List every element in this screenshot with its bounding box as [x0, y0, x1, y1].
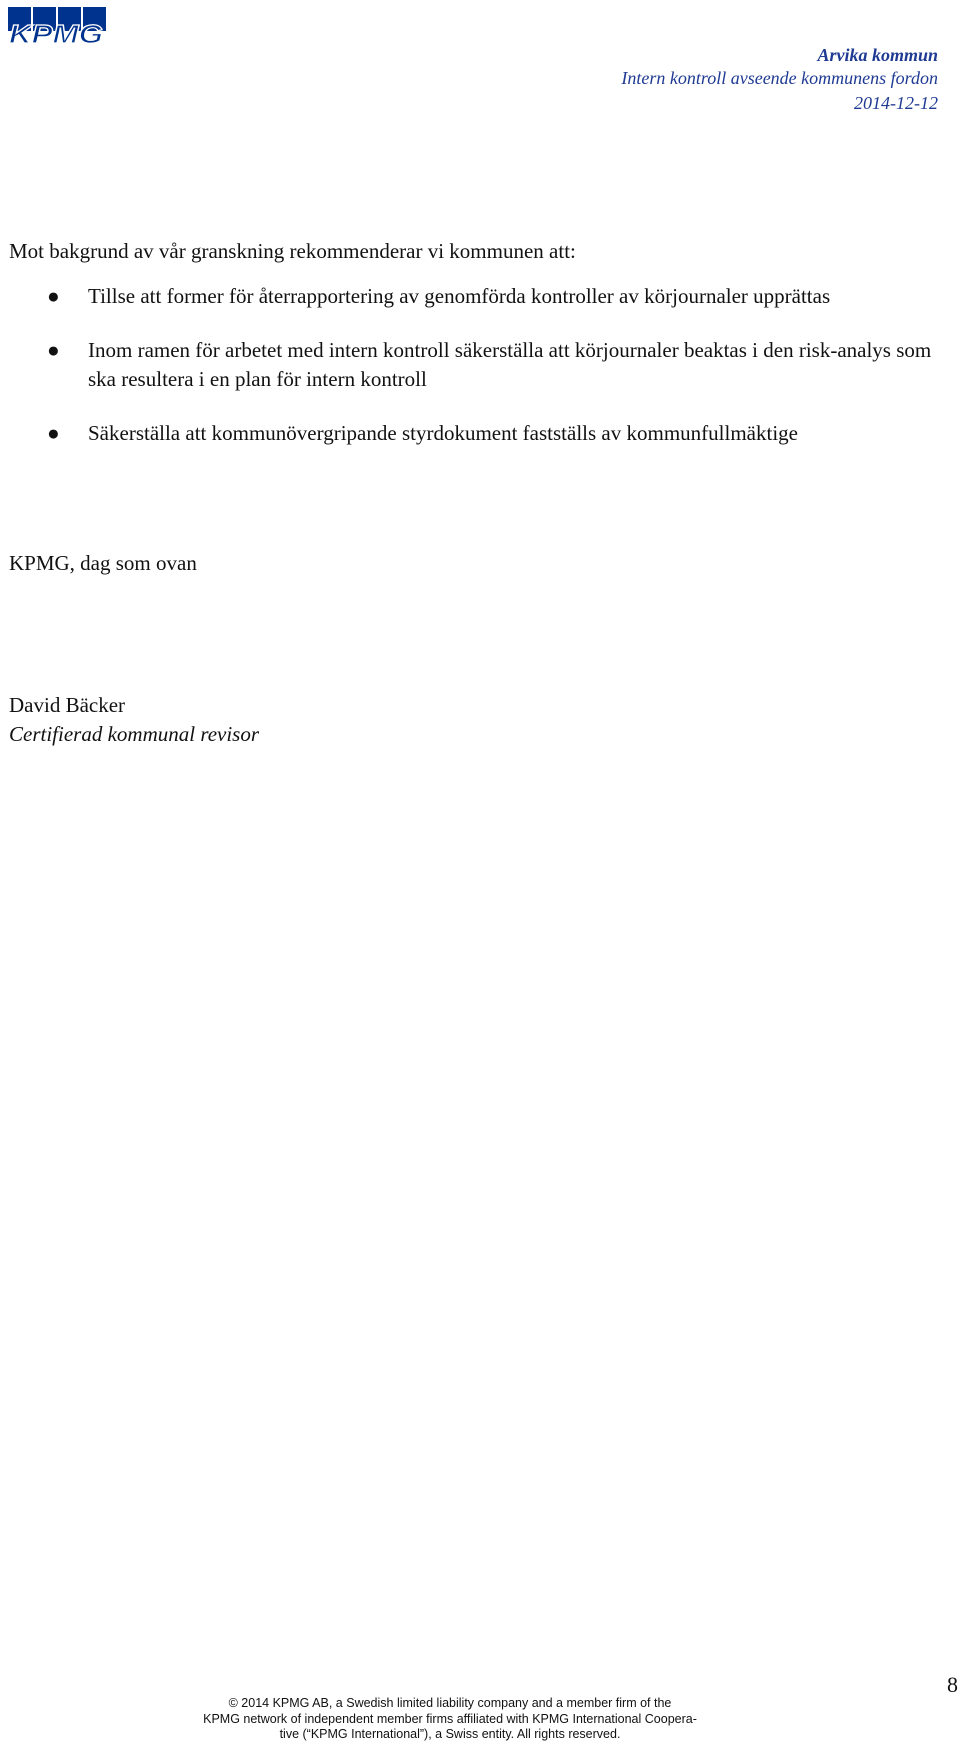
recommendations-list	[9, 282, 959, 448]
footer-line: KPMG network of independent member firms affiliated with KPMG International Coopera-	[203, 1711, 697, 1726]
signatory-name: David Bäcker	[9, 693, 126, 717]
copyright-footer	[180, 1696, 720, 1743]
list-item	[9, 419, 959, 448]
document-subject: Intern kontroll avseende kommunens fordon	[621, 68, 938, 88]
svg-text:KPMG: KPMG	[9, 19, 103, 45]
footer-line: tive (“KPMG International”), a Swiss entity. All rights reserved.	[279, 1727, 621, 1741]
bullet-icon: ●	[47, 338, 60, 362]
closing-line: KPMG, dag som ovan	[9, 551, 197, 575]
document-date: 2014-12-12	[854, 93, 938, 113]
kpmg-logo-graphic	[8, 7, 106, 45]
list-item	[9, 336, 959, 394]
footer-line: © 2014 KPMG AB, a Swedish limited liability company and a member firm of the	[228, 1696, 672, 1710]
bullet-icon: ●	[47, 284, 60, 308]
document-header	[621, 44, 938, 116]
signatory-title: Certifierad kommunal revisor	[9, 722, 260, 746]
recommendation-text: Inom ramen för arbetet med intern kontroll säkerställa att körjournaler beaktas i den risk-analys som ska resultera i en plan för intern kontroll	[88, 338, 932, 391]
recommendation-text: Säkerställa att kommunövergripande styrdokument fastställs av kommunfullmäktige	[88, 421, 798, 445]
organization-name: Arvika kommun	[817, 45, 938, 65]
intro-paragraph: Mot bakgrund av vår granskning rekommenderar vi kommunen att:	[9, 239, 576, 263]
recommendation-text: Tillse att former för återrapportering av genomförda kontroller av körjournaler upprättas	[88, 284, 831, 308]
list-item	[9, 282, 959, 311]
kpmg-logo	[8, 7, 106, 45]
recommendations-section	[9, 236, 959, 473]
bullet-icon: ●	[47, 421, 60, 445]
page-number: 8	[947, 1672, 958, 1697]
